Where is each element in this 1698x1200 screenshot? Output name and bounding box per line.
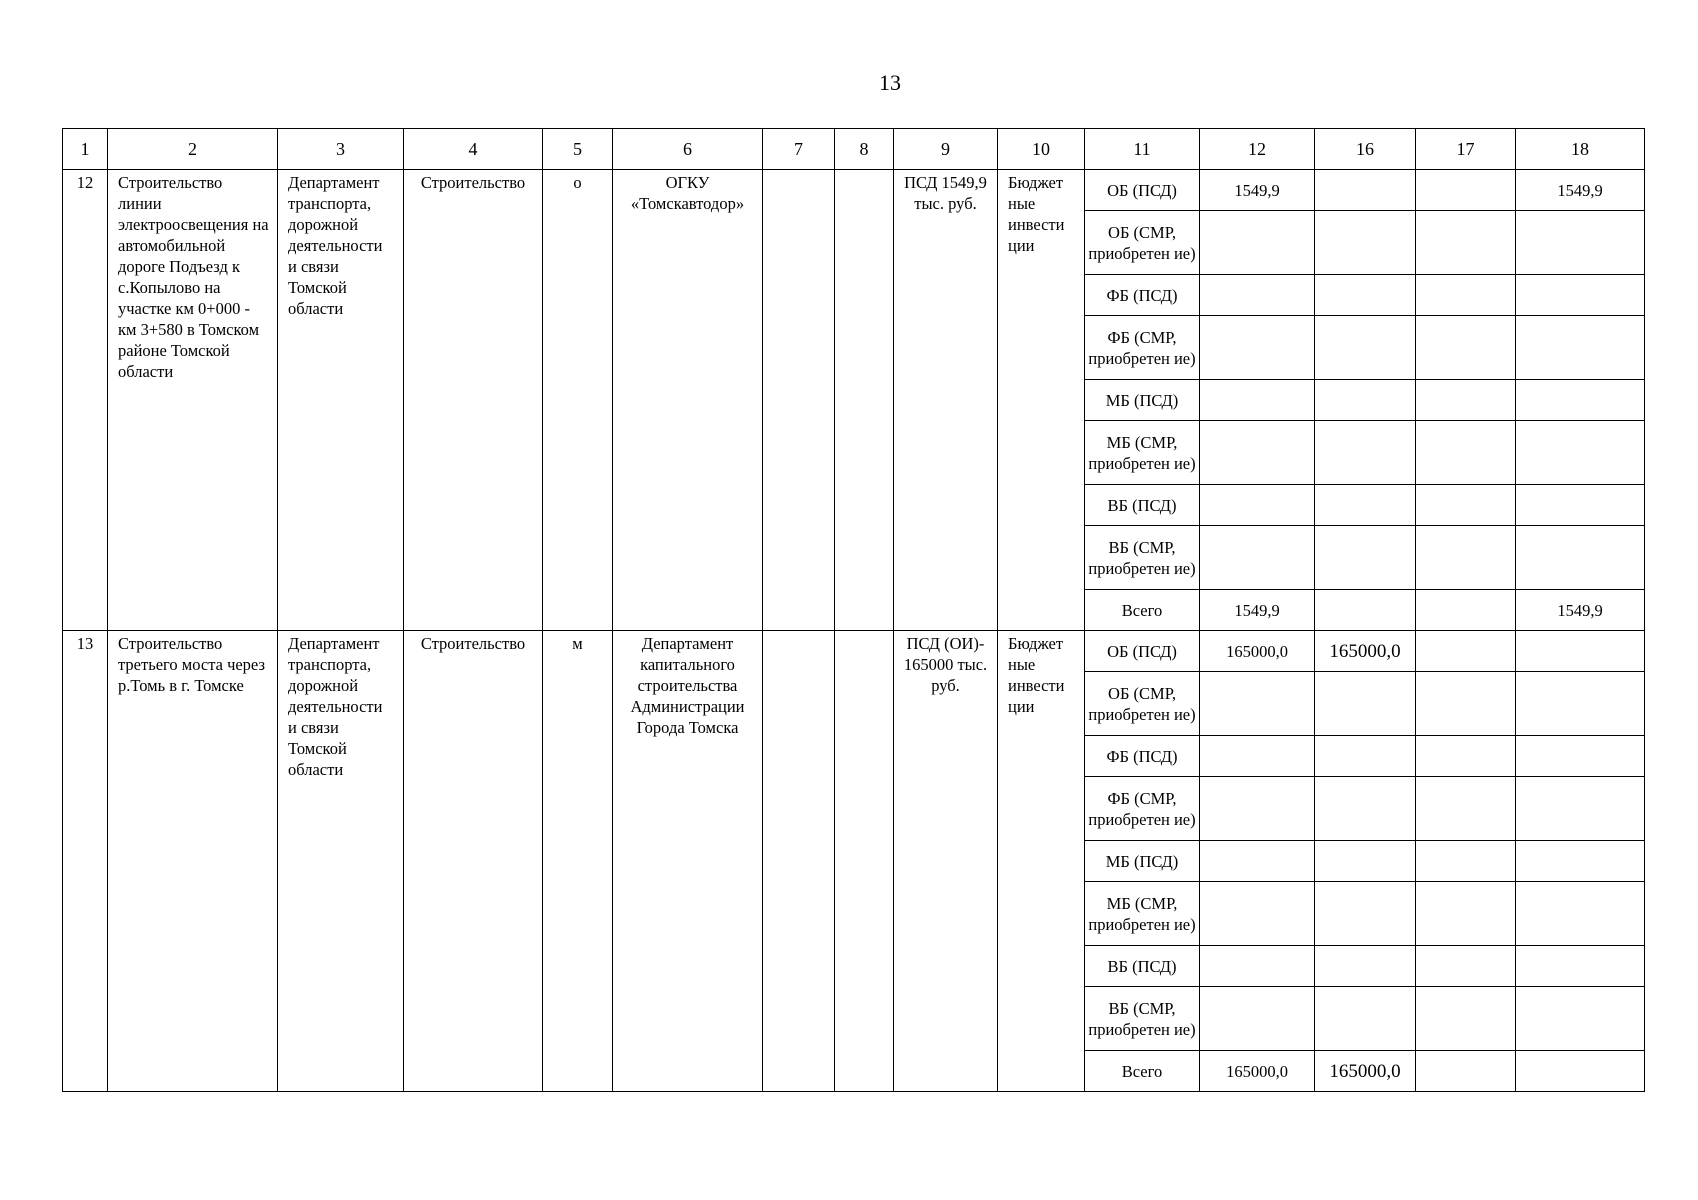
amount-cell-12 xyxy=(1200,672,1315,736)
amount-cell-17 xyxy=(1416,777,1516,841)
header-cell: 1 xyxy=(63,129,108,170)
funding-source-label: Всего xyxy=(1085,590,1200,631)
amount-cell-18 xyxy=(1516,882,1645,946)
object-name: Строительство третьего моста через р.Томь в г. Томске xyxy=(108,631,278,1092)
amount-cell-12 xyxy=(1200,380,1315,421)
amount-cell-17 xyxy=(1416,590,1516,631)
amount-cell-18: 1549,9 xyxy=(1516,590,1645,631)
amount-cell-17 xyxy=(1416,987,1516,1051)
funding-source-label: ФБ (ПСД) xyxy=(1085,736,1200,777)
amount-cell-16 xyxy=(1315,987,1416,1051)
amount-cell-17 xyxy=(1416,316,1516,380)
funding-source-label: ВБ (СМР, приобретен ие) xyxy=(1085,987,1200,1051)
amount-cell-12 xyxy=(1200,421,1315,485)
amount-cell-12 xyxy=(1200,211,1315,275)
header-cell: 3 xyxy=(278,129,404,170)
amount-cell-18 xyxy=(1516,421,1645,485)
funding-source-label: ОБ (ПСД) xyxy=(1085,170,1200,211)
amount-cell-16 xyxy=(1315,485,1416,526)
amount-cell-12 xyxy=(1200,316,1315,380)
funding-source-label: МБ (ПСД) xyxy=(1085,841,1200,882)
amount-cell-16 xyxy=(1315,170,1416,211)
amount-cell-12 xyxy=(1200,736,1315,777)
amount-cell-12 xyxy=(1200,987,1315,1051)
entry-number: 12 xyxy=(63,170,108,631)
column-7-value xyxy=(763,170,835,631)
amount-cell-18 xyxy=(1516,946,1645,987)
header-cell: 11 xyxy=(1085,129,1200,170)
amount-cell-16 xyxy=(1315,526,1416,590)
amount-cell-18 xyxy=(1516,736,1645,777)
column-5-value: о xyxy=(543,170,613,631)
amount-cell-12 xyxy=(1200,485,1315,526)
amount-cell-16 xyxy=(1315,211,1416,275)
funding-source-label: МБ (ПСД) xyxy=(1085,380,1200,421)
funding-source-label: МБ (СМР, приобретен ие) xyxy=(1085,882,1200,946)
amount-cell-16 xyxy=(1315,380,1416,421)
header-cell: 8 xyxy=(835,129,894,170)
amount-cell-16 xyxy=(1315,590,1416,631)
amount-cell-17 xyxy=(1416,1051,1516,1092)
amount-cell-18 xyxy=(1516,211,1645,275)
column-7-value xyxy=(763,631,835,1092)
responsible-department: Департамент транспорта, дорожной деятельности и связи Томской области xyxy=(278,631,404,1092)
amount-cell-17 xyxy=(1416,631,1516,672)
amount-cell-18 xyxy=(1516,841,1645,882)
investment-table xyxy=(62,128,1645,1092)
header-cell: 17 xyxy=(1416,129,1516,170)
funding-source-label: ОБ (СМР, приобретен ие) xyxy=(1085,672,1200,736)
investment-type: Бюджет ные инвести ции xyxy=(998,631,1085,1092)
investment-type: Бюджет ные инвести ции xyxy=(998,170,1085,631)
amount-cell-12 xyxy=(1200,275,1315,316)
funding-source-label: ФБ (СМР, приобретен ие) xyxy=(1085,777,1200,841)
work-type: Строительство xyxy=(404,631,543,1092)
amount-cell-18 xyxy=(1516,380,1645,421)
header-cell: 4 xyxy=(404,129,543,170)
amount-cell-18 xyxy=(1516,316,1645,380)
design-estimate: ПСД 1549,9 тыс. руб. xyxy=(894,170,998,631)
amount-cell-16 xyxy=(1315,316,1416,380)
amount-cell-16 xyxy=(1315,946,1416,987)
amount-cell-18 xyxy=(1516,1051,1645,1092)
amount-cell-17 xyxy=(1416,485,1516,526)
amount-cell-17 xyxy=(1416,672,1516,736)
amount-cell-12: 1549,9 xyxy=(1200,170,1315,211)
amount-cell-18: 1549,9 xyxy=(1516,170,1645,211)
amount-cell-12: 1549,9 xyxy=(1200,590,1315,631)
amount-cell-18 xyxy=(1516,526,1645,590)
header-cell: 16 xyxy=(1315,129,1416,170)
amount-cell-18 xyxy=(1516,485,1645,526)
amount-cell-12 xyxy=(1200,777,1315,841)
amount-cell-17 xyxy=(1416,170,1516,211)
customer-name: ОГКУ «Томскавтодор» xyxy=(613,170,763,631)
header-cell: 2 xyxy=(108,129,278,170)
customer-name: Департамент капитального строительства Администрации Города Томска xyxy=(613,631,763,1092)
funding-source-label: Всего xyxy=(1085,1051,1200,1092)
header-cell: 6 xyxy=(613,129,763,170)
amount-cell-17 xyxy=(1416,421,1516,485)
funding-source-label: ОБ (СМР, приобретен ие) xyxy=(1085,211,1200,275)
funding-source-label: МБ (СМР, приобретен ие) xyxy=(1085,421,1200,485)
amount-cell-18 xyxy=(1516,275,1645,316)
column-5-value: м xyxy=(543,631,613,1092)
column-8-value xyxy=(835,631,894,1092)
amount-cell-16 xyxy=(1315,882,1416,946)
amount-cell-18 xyxy=(1516,777,1645,841)
amount-cell-12 xyxy=(1200,841,1315,882)
amount-cell-16 xyxy=(1315,841,1416,882)
amount-cell-12: 165000,0 xyxy=(1200,631,1315,672)
funding-source-label: ФБ (СМР, приобретен ие) xyxy=(1085,316,1200,380)
funding-source-label: ВБ (СМР, приобретен ие) xyxy=(1085,526,1200,590)
column-8-value xyxy=(835,170,894,631)
amount-cell-16: 165000,0 xyxy=(1315,631,1416,672)
table-row xyxy=(63,631,1645,672)
entry-number: 13 xyxy=(63,631,108,1092)
amount-cell-12 xyxy=(1200,946,1315,987)
funding-source-label: ФБ (ПСД) xyxy=(1085,275,1200,316)
header-cell: 9 xyxy=(894,129,998,170)
header-cell: 7 xyxy=(763,129,835,170)
object-name: Строительство линии электроосвещения на автомобильной дороге Подъезд к с.Копылово на участке км 0+000 - км 3+580 в Томском районе Томской области xyxy=(108,170,278,631)
funding-source-label: ВБ (ПСД) xyxy=(1085,946,1200,987)
header-cell: 5 xyxy=(543,129,613,170)
amount-cell-17 xyxy=(1416,380,1516,421)
amount-cell-16 xyxy=(1315,421,1416,485)
header-cell: 10 xyxy=(998,129,1085,170)
funding-source-label: ВБ (ПСД) xyxy=(1085,485,1200,526)
amount-cell-17 xyxy=(1416,841,1516,882)
amount-cell-17 xyxy=(1416,736,1516,777)
page-number: 13 xyxy=(879,70,901,95)
funding-source-label: ОБ (ПСД) xyxy=(1085,631,1200,672)
amount-cell-17 xyxy=(1416,211,1516,275)
amount-cell-12 xyxy=(1200,882,1315,946)
work-type: Строительство xyxy=(404,170,543,631)
amount-cell-17 xyxy=(1416,275,1516,316)
amount-cell-12: 165000,0 xyxy=(1200,1051,1315,1092)
amount-cell-12 xyxy=(1200,526,1315,590)
amount-cell-18 xyxy=(1516,631,1645,672)
amount-cell-18 xyxy=(1516,672,1645,736)
amount-cell-16 xyxy=(1315,736,1416,777)
amount-cell-18 xyxy=(1516,987,1645,1051)
amount-cell-17 xyxy=(1416,882,1516,946)
amount-cell-16 xyxy=(1315,672,1416,736)
design-estimate: ПСД (ОИ)- 165000 тыс. руб. xyxy=(894,631,998,1092)
header-cell: 18 xyxy=(1516,129,1645,170)
amount-cell-17 xyxy=(1416,946,1516,987)
amount-cell-17 xyxy=(1416,526,1516,590)
header-row xyxy=(63,129,1645,170)
amount-cell-16 xyxy=(1315,275,1416,316)
table-row xyxy=(63,170,1645,211)
responsible-department: Департамент транспорта, дорожной деятельности и связи Томской области xyxy=(278,170,404,631)
amount-cell-16 xyxy=(1315,777,1416,841)
amount-cell-16: 165000,0 xyxy=(1315,1051,1416,1092)
header-cell: 12 xyxy=(1200,129,1315,170)
